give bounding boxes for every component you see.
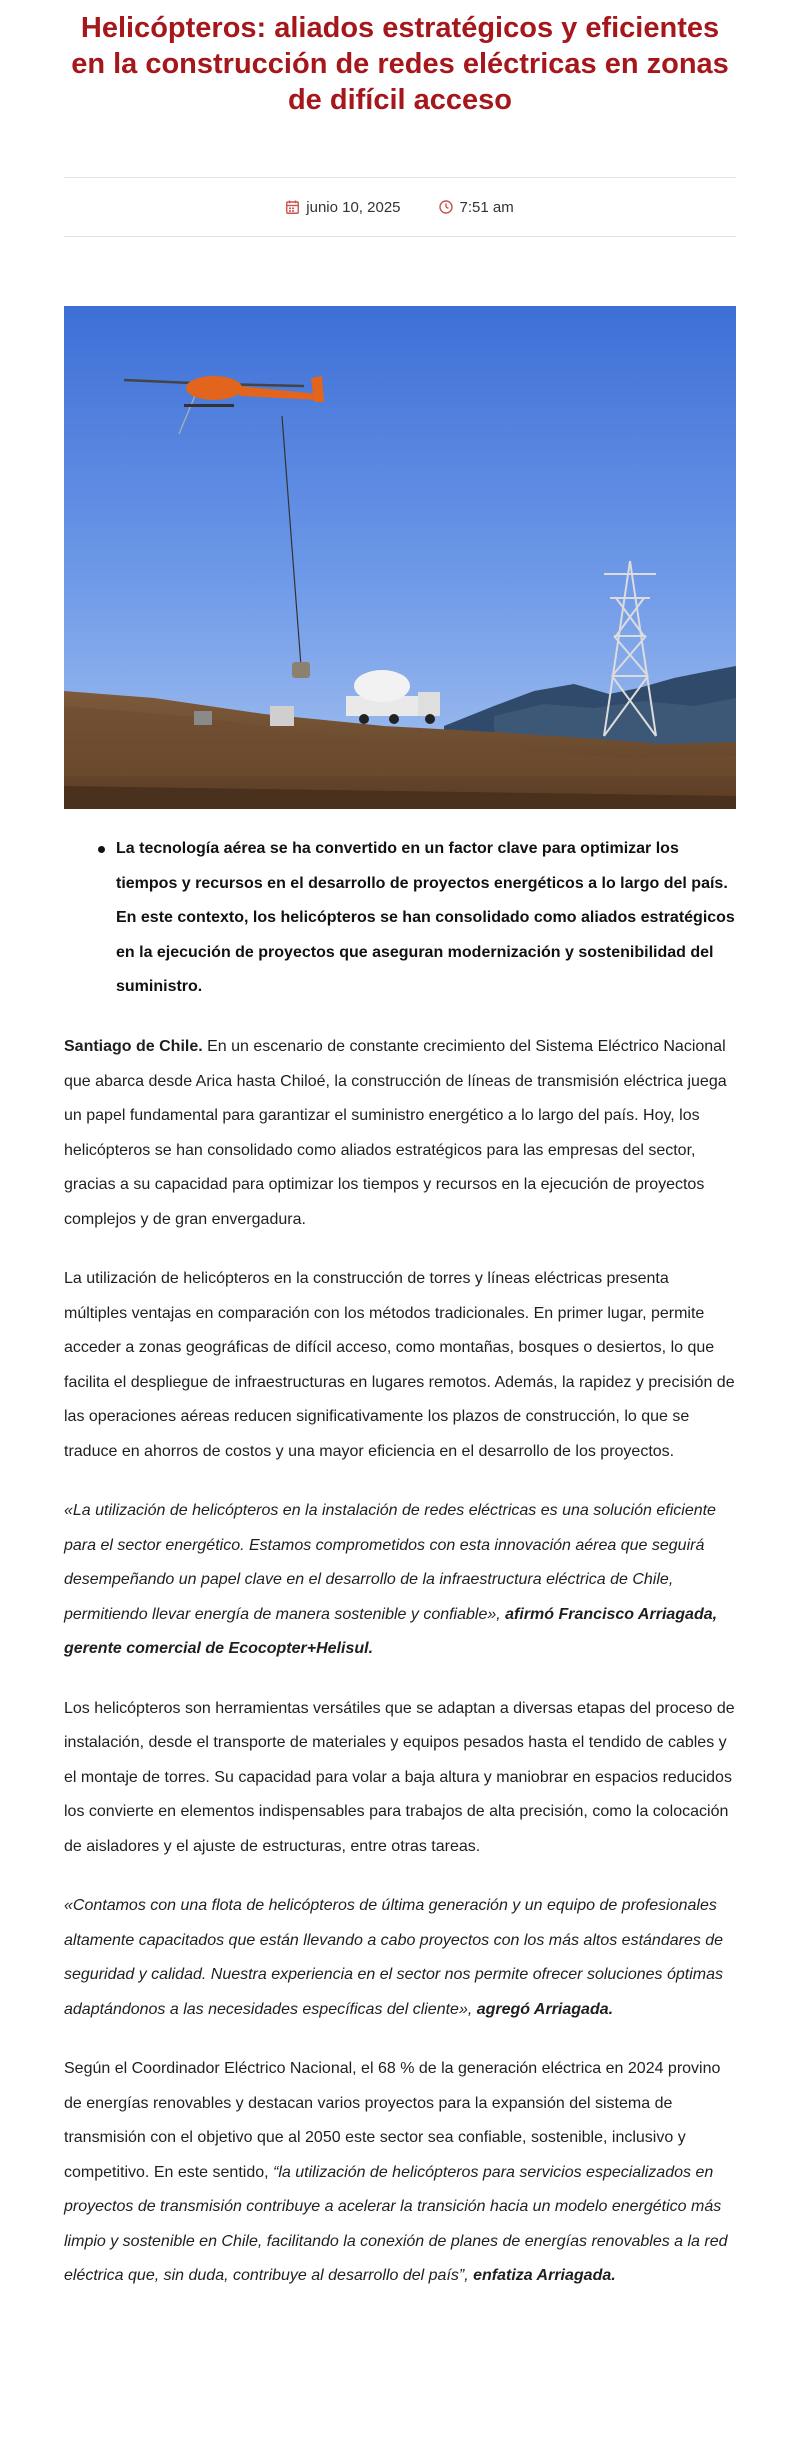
- paragraph-3: Los helicópteros son herramientas versátiles que se adaptan a diversas etapas del proceso de instalación, desde el transporte de materiales y equipos pesados hasta el tendido de cables y el montaje de torres. Su capacidad para volar a baja altura y maniobrar en espacios reducidos los convierte en elementos indispensables para trabajos de alta precisión, como la colocación de aisladores y el ajuste de estructuras, entre otras tareas.: [64, 1699, 735, 1855]
- paragraph-2: La utilización de helicópteros en la construcción de torres y líneas eléctricas presenta múltiples ventajas en comparación con los métodos tradicionales. En primer lugar, permite acceder a zonas geográficas de difícil acceso, como montañas, bosques o desiertos, lo que facilita el despliegue de infraestructuras en lugares remotos. Además, la rapidez y precisión de las operaciones aéreas reducen significativamente los plazos de construcción, lo que se traduce en ahorros de costos y una mayor eficiencia en el desarrollo de los proyectos.: [64, 1270, 735, 1460]
- quote-2-text: «Contamos con una flota de helicópteros de última generación y un equipo de profesionales altamente capacitados que están llevando a cabo proyectos con los más altos estándares de seguridad y calidad. Nuestra experiencia en el sector nos permite ofrecer soluciones óptimas adaptándonos a las necesidades específicas del cliente»,: [64, 1897, 724, 2018]
- article-title: Helicópteros: aliados estratégicos y eficientes en la construcción de redes eléctricas en zonas de difícil acceso: [71, 12, 729, 116]
- highlight-item: [64, 832, 736, 1005]
- paragraph-1-text: En un escenario de constante crecimiento del Sistema Eléctrico Nacional que abarca desde Arica hasta Chiloé, la construcción de líneas de transmisión eléctrica juega un papel fundamental para garantizar el suministro energético a lo largo del país. Hoy, los helicópteros se han consolidado como aliados estratégicos para las empresas del sector, gracias a su capacidad para optimizar los tiempos y recursos en la ejecución de proyectos complejos y de gran envergadura.: [64, 1038, 727, 1228]
- sling-load: [292, 662, 310, 678]
- paragraph-4-quote: “la utilización de helicópteros para servicios especializados en proyectos de transmisión contribuye a acelerar la transición hacia un modelo energético más limpio y sostenible en Chile, facilitando la conexión de planes de energías renovables a la red eléctrica que, sin duda, contribuye al desarrollo del país”,: [64, 2163, 728, 2284]
- quote-1-attribution: afirmó Francisco Arriagada, gerente comercial de Ecocopter+Helisul.: [64, 1605, 718, 1657]
- quote-2-attribution: agregó Arriagada.: [472, 2000, 614, 2018]
- quote-2: [64, 1889, 736, 2027]
- article-meta: [64, 177, 736, 237]
- paragraph-4: [64, 2052, 736, 2294]
- date-text: junio 10, 2025: [306, 198, 401, 216]
- highlight-text: La tecnología aérea se ha convertido en un factor clave para optimizar los tiempos y recursos en el desarrollo de proyectos energéticos a lo largo del país. En este contexto, los helicópteros se han consolidado como aliados estratégicos en la ejecución de proyectos que aseguran modernización y sostenibilidad del suministro.: [116, 840, 735, 995]
- calendar-icon: [286, 200, 299, 214]
- clock-icon: [439, 200, 453, 214]
- dateline: Santiago de Chile.: [64, 1038, 203, 1055]
- paragraph-1: [64, 1030, 736, 1237]
- article-time: [439, 199, 514, 216]
- hero-image: [64, 306, 736, 809]
- paragraph-4-text: Según el Coordinador Eléctrico Nacional, el 68 % de la generación eléctrica en 2024 provino de energías renovables y destacan varios proyectos para la expansión del sistema de transmisión con el objetivo que al 2050 este sector sea confiable, sostenible, inclusivo y competitivo. En este sentido,: [64, 2060, 721, 2181]
- quote-1: [64, 1494, 736, 1667]
- article-highlights: [64, 832, 736, 1005]
- article-body: [64, 1030, 736, 2319]
- time-text: 7:51 am: [459, 198, 514, 216]
- article-date: [286, 199, 400, 216]
- paragraph-4-attribution: enfatiza Arriagada.: [468, 2267, 616, 2284]
- bullet-icon: [98, 846, 105, 853]
- quote-1-text: «La utilización de helicópteros en la instalación de redes eléctricas es una solución eficiente para el sector energético. Estamos comprometidos con esta innovación aérea que seguirá desempeñando un papel clave en el desarrollo de la infraestructura eléctrica de Chile, permitiendo llevar energía de manera sostenible y confiable»,: [64, 1502, 716, 1623]
